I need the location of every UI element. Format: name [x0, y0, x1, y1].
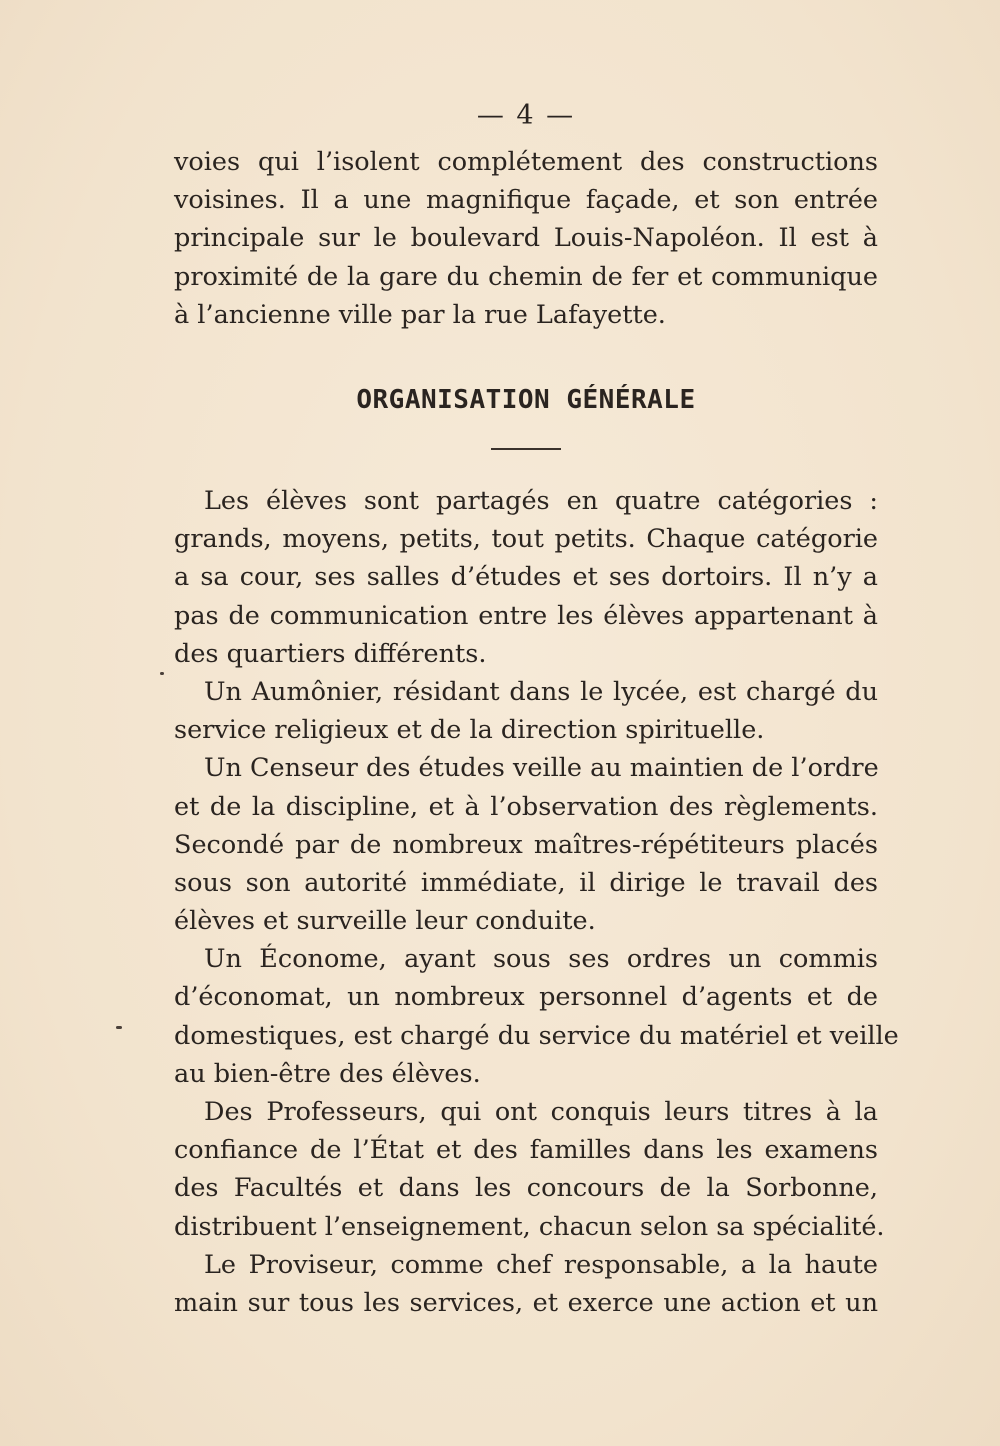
heading-rule [491, 448, 561, 450]
text-line: Les élèves sont partagés en quatre catégories : [204, 486, 878, 516]
text-line: sous son autorité immédiate, il dirige le travail des [174, 867, 878, 898]
text-line: confiance de l’État et des familles dans les examens [174, 1135, 878, 1166]
text-line: a sa cour, ses salles d’études et ses dortoirs. Il n’y a [174, 562, 878, 593]
text-line: Secondé par de nombreux maîtres-répétiteurs placés [174, 829, 878, 860]
text-line: des quartiers différents. [174, 638, 487, 669]
intro-paragraph [174, 143, 878, 334]
text-line: Un Censeur des études veille au maintien de l’ordre [204, 753, 879, 784]
text-line: main sur tous les services, et exerce une action et un [174, 1287, 878, 1318]
text-line: Un Aumônier, résidant dans le lycée, est chargé du [204, 676, 878, 707]
text-line: distribuent l’enseignement, chacun selon sa spécialité. [174, 1211, 885, 1242]
text-line: grands, moyens, petits, tout petits. Chaque catégorie [174, 524, 878, 555]
text-line: Un Économe, ayant sous ses ordres un commis [204, 944, 878, 975]
text-line: d’économat, un nombreux personnel d’agents et de [174, 982, 878, 1013]
text-line: domestiques, est chargé du service du matériel et veille [174, 1020, 899, 1051]
text-line: pas de communication entre les élèves appartenant à [174, 600, 878, 631]
text-line: principale sur le boulevard Louis-Napoléon. Il est à [174, 223, 878, 254]
text-line: voisines. Il a une magnifique façade, et son entrée [174, 185, 878, 216]
paper-speck [160, 672, 164, 675]
page-number: — 4 — [476, 100, 576, 131]
text-line: Le Proviseur, comme chef responsable, a la haute [204, 1249, 878, 1280]
text-line: à l’ancienne ville par la rue Lafayette. [174, 299, 666, 330]
body-text [174, 482, 899, 1322]
text-line: Des Professeurs, qui ont conquis leurs titres à la [204, 1097, 878, 1127]
section-heading: ORGANISATION GÉNÉRALE [356, 385, 696, 415]
text-line: et de la discipline, et à l’observation des règlements. [174, 791, 878, 822]
paper-speck [116, 1026, 122, 1029]
text-line: voies qui l’isolent complétement des constructions [174, 147, 878, 177]
text-line: élèves et surveille leur conduite. [174, 906, 596, 937]
text-line: service religieux et de la direction spirituelle. [174, 715, 765, 746]
text-line: au bien-être des élèves. [174, 1058, 481, 1089]
text-line: proximité de la gare du chemin de fer et communique [174, 261, 878, 292]
text-line: des Facultés et dans les concours de la Sorbonne, [174, 1173, 878, 1204]
